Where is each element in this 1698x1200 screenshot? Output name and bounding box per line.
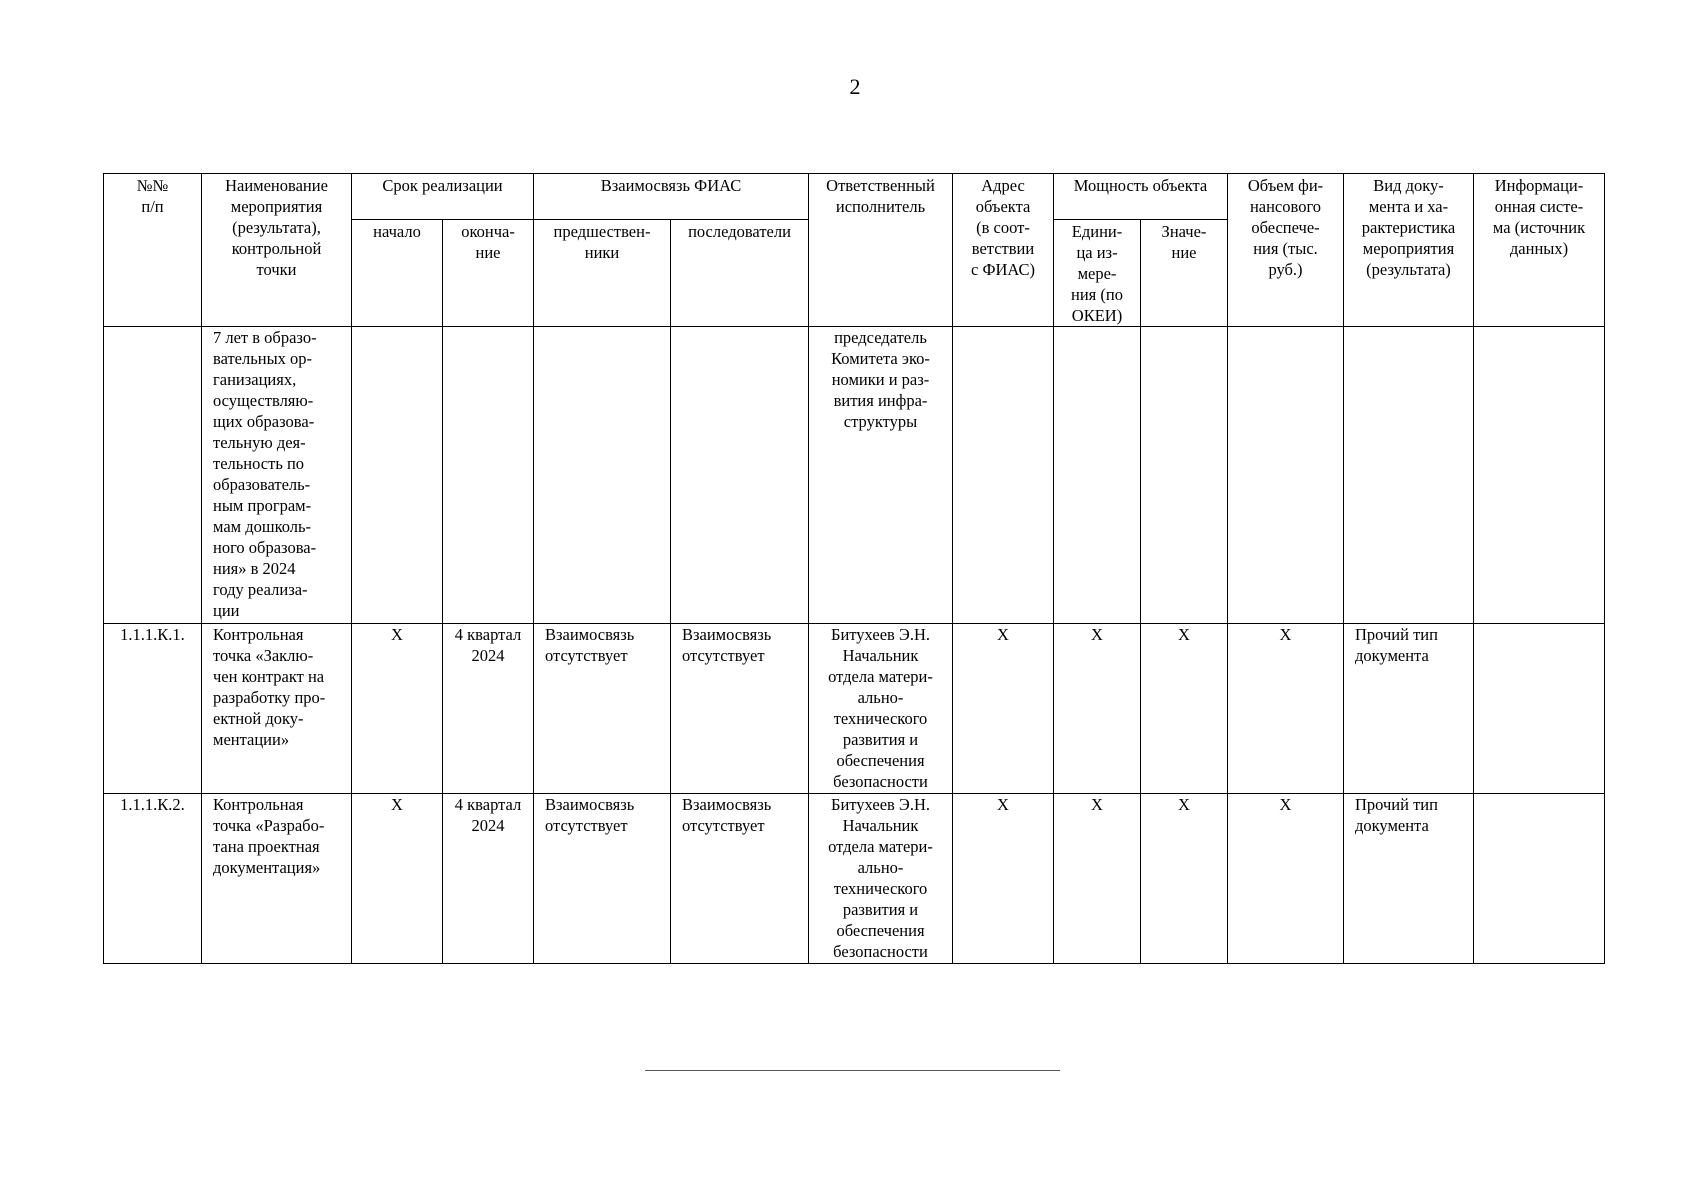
page-number: 2 — [849, 74, 861, 99]
cell-doc-type: Прочий тип документа — [1344, 794, 1474, 964]
header-predecessors: предшествен- ники — [534, 220, 671, 327]
cell-address — [953, 327, 1054, 624]
cell-address: Х — [953, 624, 1054, 794]
cell-value: Х — [1141, 624, 1228, 794]
cell-predecessors — [534, 327, 671, 624]
plan-table — [103, 173, 1605, 964]
cell-predecessors: Взаимосвязь отсутствует — [534, 794, 671, 964]
cell-predecessors: Взаимосвязь отсутствует — [534, 624, 671, 794]
cell-finance — [1228, 327, 1344, 624]
header-value: Значе- ние — [1141, 220, 1228, 327]
cell-end: 4 квартал 2024 — [443, 624, 534, 794]
header-address: Адрес объекта (в соот- ветствии с ФИАС) — [953, 174, 1054, 327]
header-term-end: оконча- ние — [443, 220, 534, 327]
header-term: Срок реализации — [352, 174, 534, 220]
header-successors: последователи — [671, 220, 809, 327]
header-doc-type: Вид доку- мента и ха- рактеристика мероприятия (результата) — [1344, 174, 1474, 327]
header-capacity: Мощность объекта — [1054, 174, 1228, 220]
cell-num: 1.1.1.К.2. — [104, 794, 202, 964]
cell-unit: Х — [1054, 794, 1141, 964]
cell-value: Х — [1141, 794, 1228, 964]
cell-num — [104, 327, 202, 624]
header-info-system: Информаци- онная систе- ма (источник данных) — [1474, 174, 1605, 327]
cell-start: Х — [352, 794, 443, 964]
cell-finance: Х — [1228, 624, 1344, 794]
table-row — [104, 624, 1605, 794]
table-row — [104, 794, 1605, 964]
cell-start — [352, 327, 443, 624]
header-responsible: Ответственный исполнитель — [809, 174, 953, 327]
header-row-top — [104, 174, 1605, 220]
header-finance: Объем фи- нансового обеспече- ния (тыс. руб.) — [1228, 174, 1344, 327]
header-fias-link: Взаимосвязь ФИАС — [534, 174, 809, 220]
cell-unit — [1054, 327, 1141, 624]
cell-info-system — [1474, 327, 1605, 624]
cell-value — [1141, 327, 1228, 624]
cell-num: 1.1.1.К.1. — [104, 624, 202, 794]
cell-doc-type: Прочий тип документа — [1344, 624, 1474, 794]
table-row — [104, 327, 1605, 624]
cell-name: Контрольная точка «Разрабо- тана проектная документация» — [202, 794, 352, 964]
cell-end: 4 квартал 2024 — [443, 794, 534, 964]
cell-successors: Взаимосвязь отсутствует — [671, 624, 809, 794]
cell-info-system — [1474, 794, 1605, 964]
cell-start: Х — [352, 624, 443, 794]
header-unit: Едини- ца из- мере- ния (по ОКЕИ) — [1054, 220, 1141, 327]
cell-doc-type — [1344, 327, 1474, 624]
cell-unit: Х — [1054, 624, 1141, 794]
cell-successors: Взаимосвязь отсутствует — [671, 794, 809, 964]
header-name: Наименование мероприятия (результата), контрольной точки — [202, 174, 352, 327]
cell-end — [443, 327, 534, 624]
cell-responsible: Битухеев Э.Н. Начальник отдела матери- ально- технического развития и обеспечения безопасности — [809, 624, 953, 794]
cell-finance: Х — [1228, 794, 1344, 964]
cell-name: 7 лет в образо- вательных ор- ганизациях, осуществляю- щих образова- тельную дея- тельность по образователь- ным програм- мам дошколь- ного образова- ния» в 2024 году реализа- ции — [202, 327, 352, 624]
footer-divider — [645, 1070, 1060, 1071]
cell-name: Контрольная точка «Заклю- чен контракт на разработку про- ектной доку- ментации» — [202, 624, 352, 794]
cell-successors — [671, 327, 809, 624]
header-num: №№ п/п — [104, 174, 202, 327]
header-term-start: начало — [352, 220, 443, 327]
cell-address: Х — [953, 794, 1054, 964]
cell-info-system — [1474, 624, 1605, 794]
cell-responsible: Битухеев Э.Н. Начальник отдела матери- ально- технического развития и обеспечения безопасности — [809, 794, 953, 964]
cell-responsible: председатель Комитета эко- номики и раз- вития инфра- структуры — [809, 327, 953, 624]
